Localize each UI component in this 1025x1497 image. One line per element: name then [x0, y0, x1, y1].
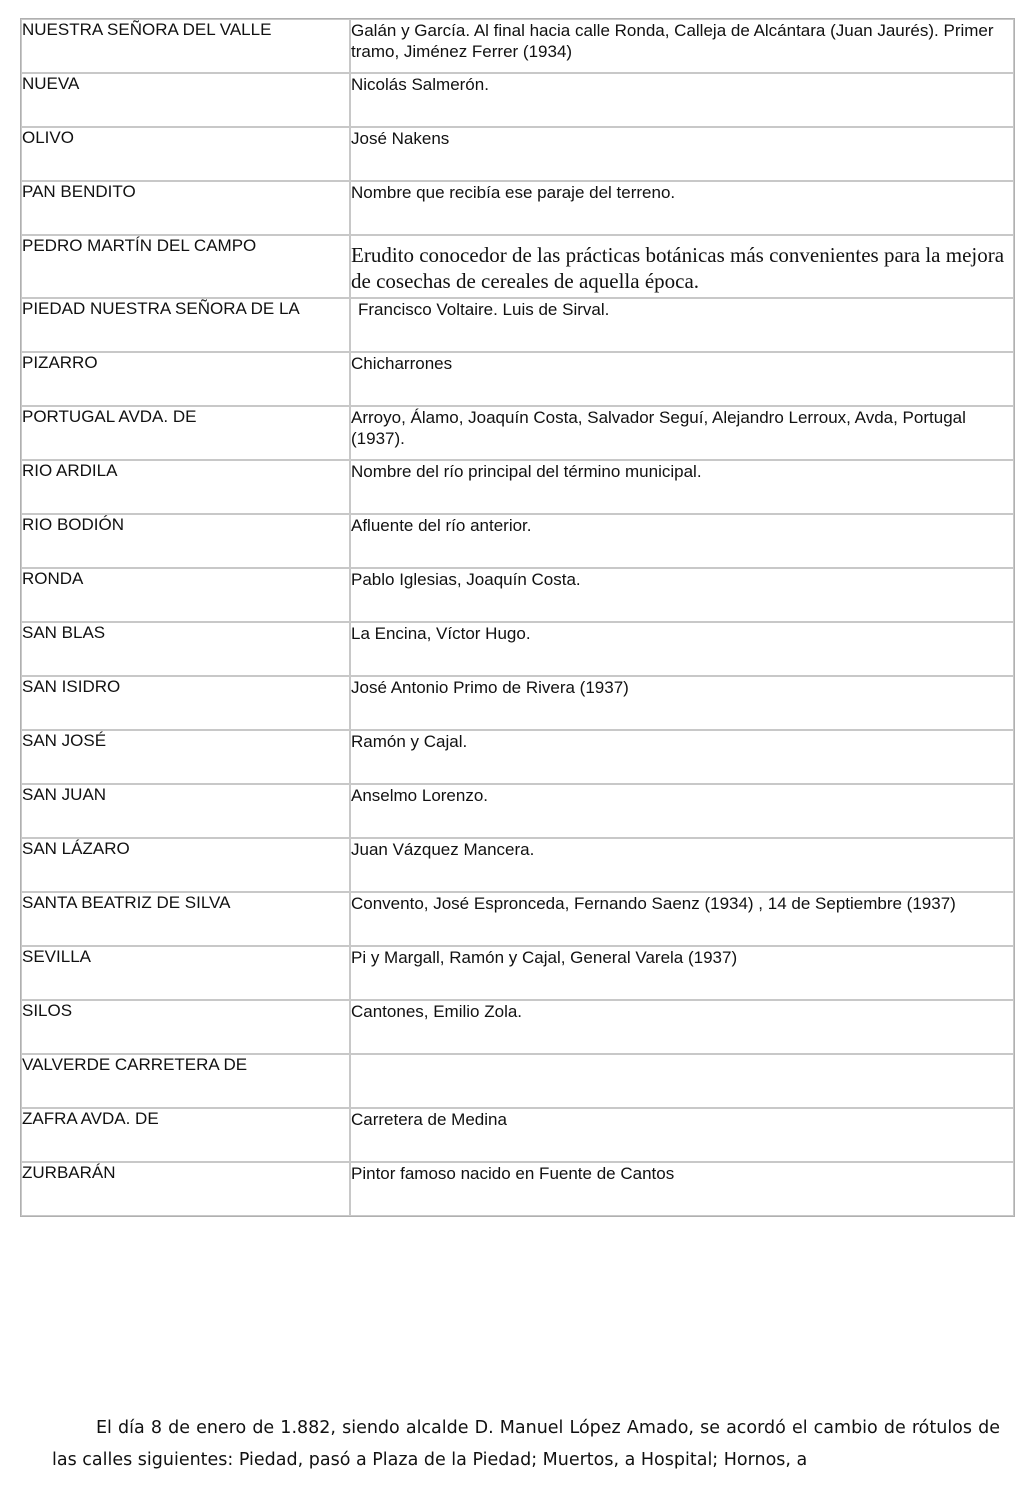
street-name: RIO ARDILA [21, 460, 350, 514]
street-former-names: José Nakens [350, 127, 1014, 181]
street-name: SAN JUAN [21, 784, 350, 838]
street-name: ZURBARÁN [21, 1162, 350, 1216]
street-former-names: Nombre que recibía ese paraje del terreno. [350, 181, 1014, 235]
street-former-names: Pi y Margall, Ramón y Cajal, General Varela (1937) [350, 946, 1014, 1000]
table-row [21, 1108, 1014, 1162]
street-former-names: Cantones, Emilio Zola. [350, 1000, 1014, 1054]
table-row [21, 838, 1014, 892]
table-row [21, 1054, 1014, 1108]
table-row [21, 622, 1014, 676]
street-name: SILOS [21, 1000, 350, 1054]
street-name: NUESTRA SEÑORA DEL VALLE [21, 19, 350, 73]
table-row [21, 946, 1014, 1000]
street-name: NUEVA [21, 73, 350, 127]
street-name: SANTA BEATRIZ DE SILVA [21, 892, 350, 946]
street-former-names: Francisco Voltaire. Luis de Sirval. [350, 298, 1014, 352]
street-former-names: Arroyo, Álamo, Joaquín Costa, Salvador Seguí, Alejandro Lerroux, Avda, Portugal (1937). [350, 406, 1014, 460]
street-former-names: Nombre del río principal del término municipal. [350, 460, 1014, 514]
table-row [21, 892, 1014, 946]
street-former-names: Erudito conocedor de las prácticas botánicas más convenientes para la mejora de cosechas de cereales de aquella época. [350, 235, 1014, 298]
table-row [21, 1000, 1014, 1054]
street-former-names: José Antonio Primo de Rivera (1937) [350, 676, 1014, 730]
street-former-names: Anselmo Lorenzo. [350, 784, 1014, 838]
street-name: PEDRO MARTÍN DEL CAMPO [21, 235, 350, 298]
table-row [21, 1162, 1014, 1216]
street-name: SAN ISIDRO [21, 676, 350, 730]
street-former-names: Afluente del río anterior. [350, 514, 1014, 568]
street-former-names: Juan Vázquez Mancera. [350, 838, 1014, 892]
table-row [21, 676, 1014, 730]
table-row [21, 730, 1014, 784]
body-paragraph: El día 8 de enero de 1.882, siendo alcalde D. Manuel López Amado, se acordó el cambio de rótulos de las calles siguientes: Piedad, pasó a Plaza de la Piedad; Muertos, a Hospital; Hornos, a [52, 1418, 1000, 1470]
table-row [21, 235, 1014, 298]
table-row [21, 568, 1014, 622]
street-name: SEVILLA [21, 946, 350, 1000]
street-former-names: Pablo Iglesias, Joaquín Costa. [350, 568, 1014, 622]
street-former-names: Ramón y Cajal. [350, 730, 1014, 784]
street-former-names: Carretera de Medina [350, 1108, 1014, 1162]
street-former-names: Convento, José Espronceda, Fernando Saenz (1934) , 14 de Septiembre (1937) [350, 892, 1014, 946]
table-row [21, 460, 1014, 514]
street-name: PIEDAD NUESTRA SEÑORA DE LA [21, 298, 350, 352]
street-name: PORTUGAL AVDA. DE [21, 406, 350, 460]
table-row [21, 784, 1014, 838]
table-row [21, 73, 1014, 127]
table-row [21, 181, 1014, 235]
street-former-names: Chicharrones [350, 352, 1014, 406]
table-row [21, 352, 1014, 406]
street-name: OLIVO [21, 127, 350, 181]
table-row [21, 19, 1014, 73]
street-name: SAN BLAS [21, 622, 350, 676]
street-former-names: Nicolás Salmerón. [350, 73, 1014, 127]
streets-table [20, 18, 1015, 1217]
street-name: RIO BODIÓN [21, 514, 350, 568]
table-row [21, 406, 1014, 460]
street-former-names: Pintor famoso nacido en Fuente de Cantos [350, 1162, 1014, 1216]
street-name: PAN BENDITO [21, 181, 350, 235]
street-name: SAN LÁZARO [21, 838, 350, 892]
table-row [21, 514, 1014, 568]
street-name: PIZARRO [21, 352, 350, 406]
street-former-names: Galán y García. Al final hacia calle Ronda, Calleja de Alcántara (Juan Jaurés). Primer tramo, Jiménez Ferrer (1934) [350, 19, 1014, 73]
street-name: ZAFRA AVDA. DE [21, 1108, 350, 1162]
table-row [21, 127, 1014, 181]
street-name: SAN JOSÉ [21, 730, 350, 784]
street-name: VALVERDE CARRETERA DE [21, 1054, 350, 1108]
street-former-names [350, 1054, 1014, 1108]
street-former-names: La Encina, Víctor Hugo. [350, 622, 1014, 676]
street-name: RONDA [21, 568, 350, 622]
table-row [21, 298, 1014, 352]
